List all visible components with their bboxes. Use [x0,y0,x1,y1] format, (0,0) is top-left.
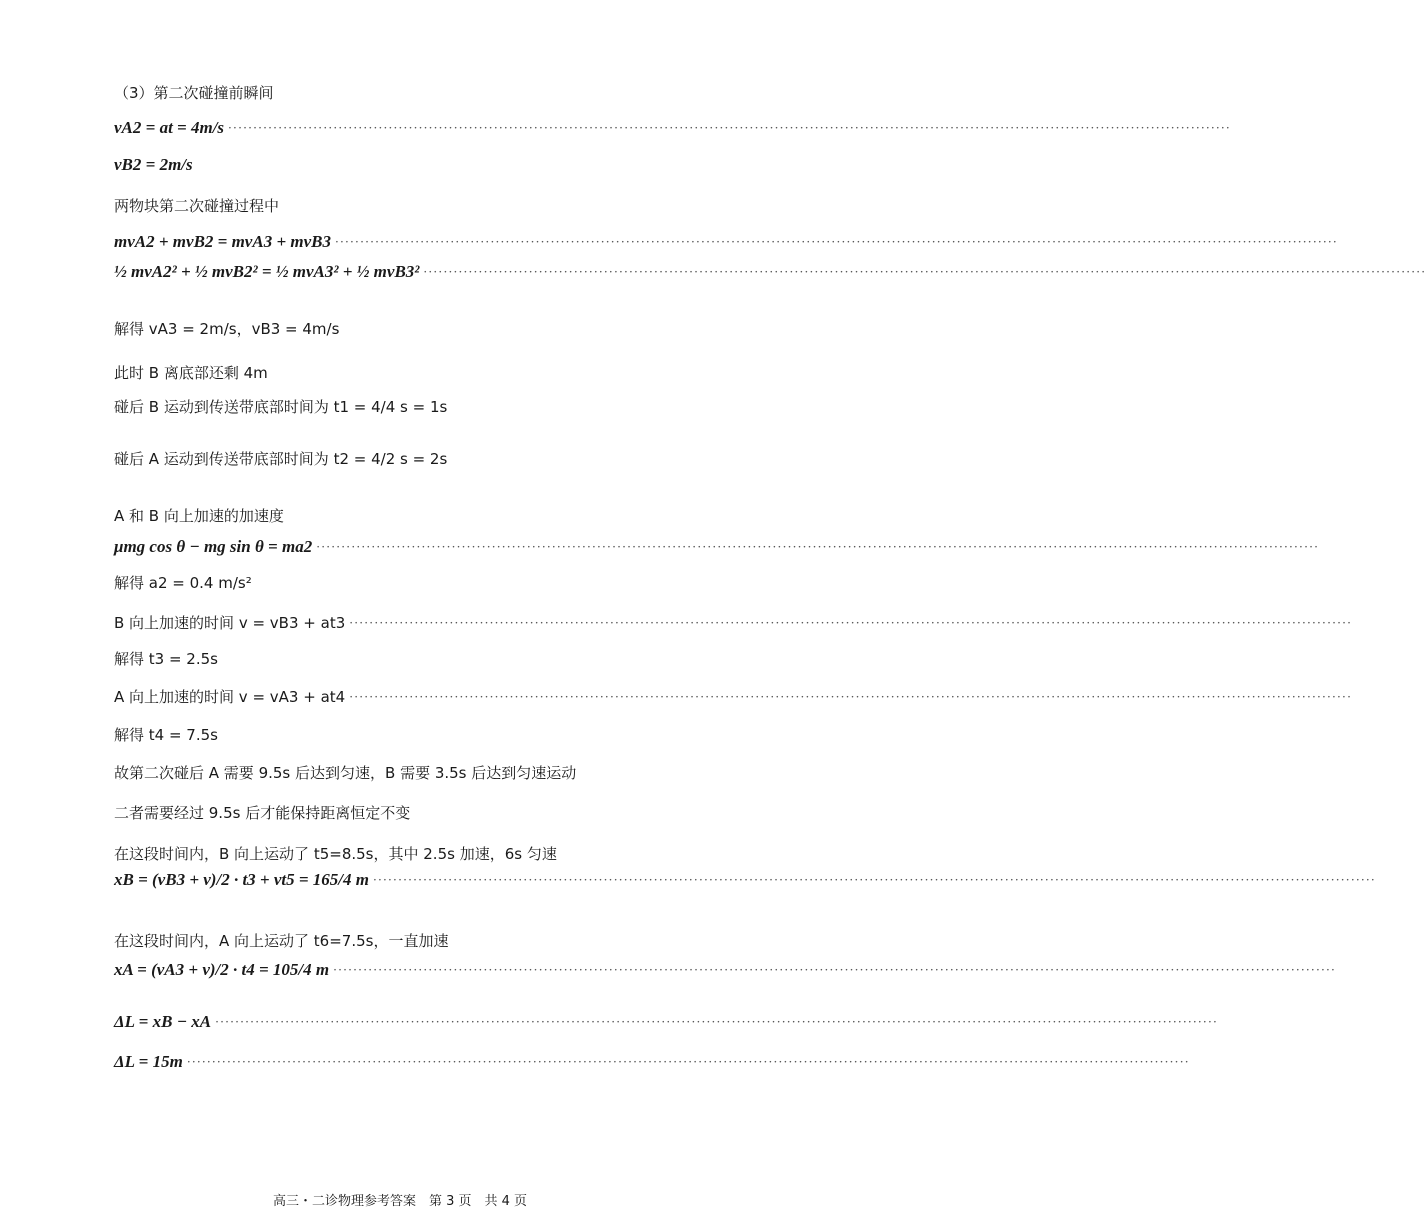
solution-line-text: 解得 t3 = 2.5s [114,650,218,668]
dot-leader: ········································································································································································································ [423,265,1426,279]
dot-leader: ········································································································································································································ [228,121,1231,135]
solution-line [114,802,800,823]
solution-line-text: B 向上加速的时间 v = vB3 + at3 [114,614,346,632]
solution-line [114,686,1353,707]
dot-leader: ········································································································································································································ [349,615,1353,630]
solution-line [114,843,800,864]
solution-line-text: mvA2 + mvB2 = mvA3 + mvB3 [114,232,331,251]
dot-leader: ········································································································································································································ [349,689,1353,704]
solution-line [114,362,800,383]
solution-line-text: μmg cos θ − mg sin θ = ma2 [114,537,313,556]
solution-line [114,448,800,469]
solution-line [114,232,1338,252]
dot-leader: ········································································································································································································ [335,235,1338,249]
solution-line-text: 解得 a2 = 0.4 m/s² [114,574,252,592]
solution-line-text: vA2 = at = 4m/s [114,118,225,137]
solution-line [114,262,1426,282]
solution-line [114,118,1231,138]
solution-line [114,762,800,783]
solution-line [114,870,1376,890]
solution-line [114,724,800,745]
solution-line [114,930,800,951]
solution-line [114,1012,1218,1032]
solution-line-text: ΔL = xB − xA [114,1012,212,1031]
solution-line [114,82,800,103]
solution-line-text: xB = (vB3 + v)/2 · t3 + vt5 = 165/4 m [114,870,369,889]
solution-line-text: ½ mvA2² + ½ mvB2² = ½ mvA3² + ½ mvB3² [114,262,420,281]
dot-leader: ········································································································································································································ [186,1055,1190,1069]
solution-line-text: 两物块第二次碰撞过程中 [114,197,280,215]
solution-line-text: 解得 vA3 = 2m/s，vB3 = 4m/s [114,320,340,338]
solution-line [114,396,800,417]
solution-line [114,537,1320,557]
solution-line [114,648,800,669]
solution-line [114,155,800,175]
solution-line [114,195,800,216]
solution-line-text: 故第二次碰后 A 需要 9.5s 后达到匀速，B 需要 3.5s 后达到匀速运动 [114,764,577,782]
solution-line-text: 二者需要经过 9.5s 后才能保持距离恒定不变 [114,804,411,822]
solution-line [114,960,1336,980]
page-footer: 高三・二诊物理参考答案 第 3 页 共 4 页 [272,1194,528,1209]
solution-line-text: （3）第二次碰撞前瞬间 [114,84,274,102]
solution-line-text: vB2 = 2m/s [114,155,193,174]
solution-line-text: 碰后 A 运动到传送带底部时间为 t2 = 4/2 s = 2s [114,450,448,468]
solution-line [114,505,800,526]
dot-leader: ········································································································································································································ [333,963,1336,977]
solution-line-text: 此时 B 离底部还剩 4m [114,364,268,382]
dot-leader: ········································································································································································································ [373,873,1376,887]
solution-line-text: xA = (vA3 + v)/2 · t4 = 105/4 m [114,960,330,979]
solution-line-text: 在这段时间内，B 向上运动了 t5=8.5s，其中 2.5s 加速，6s 匀速 [114,845,557,863]
solution-line [114,572,800,593]
solution-line-text: 碰后 B 运动到传送带底部时间为 t1 = 4/4 s = 1s [114,398,448,416]
solution-line-text: ΔL = 15m [114,1052,183,1071]
solution-line [114,318,800,339]
solution-line-text: 解得 t4 = 7.5s [114,726,218,744]
solution-line [114,1052,1190,1072]
solution-line-text: A 向上加速的时间 v = vA3 + at4 [114,688,346,706]
solution-line-text: A 和 B 向上加速的加速度 [114,507,284,525]
solution-line-text: 在这段时间内，A 向上运动了 t6=7.5s，一直加速 [114,932,449,950]
dot-leader: ········································································································································································································ [316,540,1320,554]
solution-line [114,612,1353,633]
dot-leader: ········································································································································································································ [215,1015,1218,1029]
